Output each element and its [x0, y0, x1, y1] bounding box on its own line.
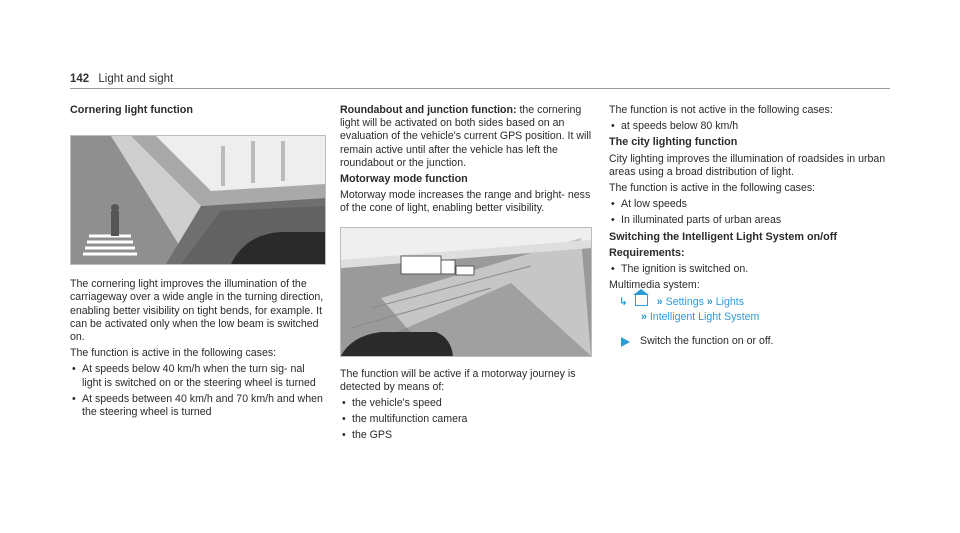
- list-item: • The ignition is switched on.: [609, 263, 889, 276]
- column-3: [609, 104, 889, 349]
- list-item: • at speeds below 80 km/h: [609, 120, 889, 133]
- list-item: • In illuminated parts of urban areas: [609, 214, 889, 227]
- list-item: • At speeds below 40 km/h when the turn sig- nal light is switched on or the steering wheel is turned: [70, 363, 326, 389]
- chevron-right-icon: »: [706, 296, 713, 309]
- city-active-cases: The function is active in the following cases:: [609, 182, 816, 195]
- inactive-cases-text: The function is not active in the following cases:: [609, 104, 833, 116]
- motorway-illustration: [340, 227, 592, 357]
- section-title: Light and sight: [98, 73, 174, 85]
- cornering-light-heading: Cornering light function: [70, 104, 193, 116]
- cornering-active-cases: The function is active in the following cases:: [70, 347, 277, 360]
- requirements-list: [609, 263, 889, 276]
- list-item: • the multifunction camera: [340, 413, 592, 426]
- inactive-cases-list: [609, 120, 889, 133]
- cornering-cases-list: [70, 363, 326, 419]
- motorway-detection-text: The function will be active if a motorway journey is detected by means of:: [340, 367, 576, 393]
- action-text: Switch the function on or off.: [640, 335, 774, 348]
- action-step: [621, 335, 889, 348]
- motorway-heading: Motorway mode function: [340, 173, 468, 186]
- multimedia-label: Multimedia system:: [609, 279, 700, 292]
- column-2: [340, 104, 592, 446]
- roundabout-text: the cornering light will be activated on both sides based on an evaluation of the vehicle's current GPS position. It will remain active until after the vehicle has left the roundabout or the junction.: [340, 104, 592, 169]
- cornering-light-illustration: [70, 135, 326, 265]
- city-lighting-text: City lighting improves the illumination of roadsides in urban areas using a broad distribution of light.: [609, 152, 886, 178]
- city-lighting-heading: The city lighting function: [609, 136, 738, 149]
- switch-ils-heading: Switching the Intelligent Light System on/off: [609, 230, 837, 243]
- nav-settings: Settings: [665, 296, 704, 309]
- cornering-light-description: The cornering light improves the illumination of the carriageway over a wide angle in the turning direction, enabling better visibility on tight bends, for example. It can be activated only when the low beam is switched on.: [70, 278, 324, 344]
- requirements-heading: Requirements:: [609, 246, 685, 259]
- list-item: • the GPS: [340, 429, 592, 442]
- nav-lights: Lights: [715, 296, 745, 309]
- city-cases-list: [609, 198, 889, 227]
- roundabout-paragraph: [340, 104, 592, 170]
- arrow-return-icon: ↳: [619, 296, 628, 309]
- chevron-right-icon: »: [641, 311, 647, 324]
- nav-intelligent-light-system: Intelligent Light System: [649, 311, 760, 324]
- list-item: • At speeds between 40 km/h and 70 km/h and when the steering wheel is turned: [70, 393, 326, 419]
- motorway-text: Motorway mode increases the range and bright- ness of the cone of light, enabling better visibility.: [340, 189, 591, 215]
- chevron-right-icon: »: [656, 296, 663, 309]
- column-1: [70, 104, 326, 422]
- list-item: • At low speeds: [609, 198, 889, 211]
- page-number: 142: [70, 73, 90, 85]
- roundabout-heading: Roundabout and junction function:: [340, 104, 517, 116]
- motorway-detection-list: [340, 397, 592, 443]
- settings-navigation-path: [619, 295, 889, 325]
- header-divider: [70, 88, 890, 89]
- action-triangle-icon: [621, 337, 630, 347]
- home-icon: [635, 295, 648, 306]
- list-item: • the vehicle's speed: [340, 397, 592, 410]
- page-header: [70, 73, 173, 85]
